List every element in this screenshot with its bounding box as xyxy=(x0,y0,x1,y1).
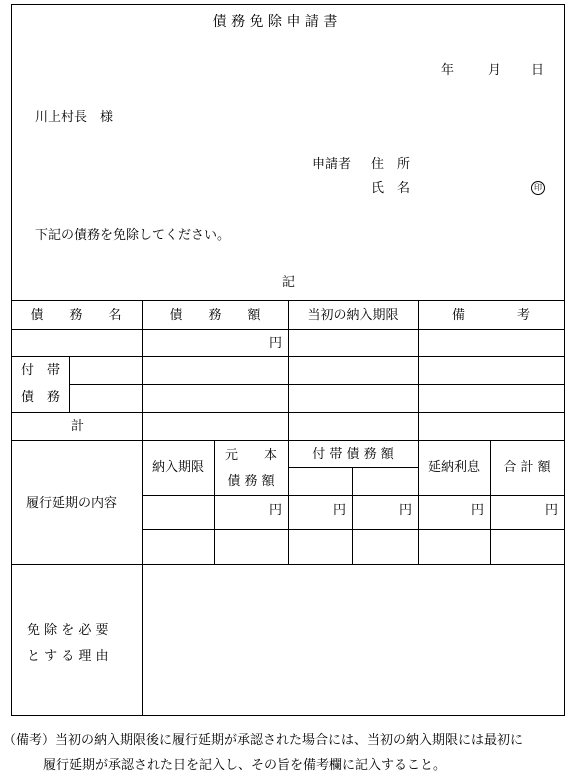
deferral-incidental-amount: 付 帯 債 務 額 xyxy=(312,447,394,462)
incidental-label-a: 付 帯 xyxy=(21,363,61,378)
incidental-label-b: 債 務 xyxy=(21,390,61,405)
total-label: 計 xyxy=(71,419,85,434)
date-year-label: 年 xyxy=(441,63,455,78)
form-title: 債 務 免 除 申 請 書 xyxy=(212,14,338,30)
frame-right xyxy=(564,4,565,716)
address-label: 住 所 xyxy=(371,157,411,172)
grid-line xyxy=(214,440,215,565)
grid-line xyxy=(288,300,289,565)
ki-label: 記 xyxy=(282,275,296,290)
deferral-payment-due: 納入期限 xyxy=(151,460,204,475)
grid-line xyxy=(142,300,143,716)
name-label: 氏 名 xyxy=(371,181,411,196)
yen-unit: 円 xyxy=(398,503,412,518)
header-debt-name: 債 務 名 xyxy=(30,308,122,323)
yen-unit: 円 xyxy=(268,503,282,518)
grid-line xyxy=(69,356,70,413)
grid-line xyxy=(142,529,565,530)
frame-top xyxy=(11,4,565,5)
header-remarks: 備 考 xyxy=(451,308,530,323)
header-due-date: 当初の納入期限 xyxy=(307,308,399,323)
grid-line xyxy=(288,467,418,468)
deferral-late-interest: 延納利息 xyxy=(427,460,480,475)
yen-unit: 円 xyxy=(332,503,346,518)
frame-bottom xyxy=(11,715,565,716)
date-day-label: 日 xyxy=(531,63,545,78)
addressee: 川上村長 様 xyxy=(35,110,114,125)
grid-line xyxy=(352,467,353,565)
header-debt-amount: 債 務 額 xyxy=(169,308,261,323)
frame-left xyxy=(11,4,12,716)
grid-line xyxy=(418,300,419,565)
grid-line xyxy=(69,384,565,385)
deferral-principal-a: 元 本 xyxy=(224,448,277,463)
date-month-label: 月 xyxy=(488,63,502,78)
reason-label-b: と す る 理 由 xyxy=(27,649,109,664)
grid-line xyxy=(142,495,565,496)
reason-label-a: 免 除 を 必 要 xyxy=(27,623,109,638)
note-line-2: 履行延期が承認された日を記入し、その旨を備考欄に記入すること。 xyxy=(43,758,447,773)
deferral-label: 履行延期の内容 xyxy=(26,496,118,511)
yen-unit: 円 xyxy=(268,336,282,351)
yen-unit: 円 xyxy=(470,503,484,518)
deferral-total-amount: 合 計 額 xyxy=(503,460,551,475)
applicant-label: 申請者 xyxy=(312,157,352,172)
request-text: 下記の債務を免除してください。 xyxy=(35,228,231,243)
seal-mark: 印 xyxy=(531,181,545,195)
yen-unit: 円 xyxy=(544,503,558,518)
deferral-principal-b: 債 務 額 xyxy=(227,474,275,489)
grid-line xyxy=(490,440,491,565)
note-line-1: （備考）当初の納入期限後に履行延期が承認された場合には、当初の納入期限には最初に xyxy=(3,733,524,748)
